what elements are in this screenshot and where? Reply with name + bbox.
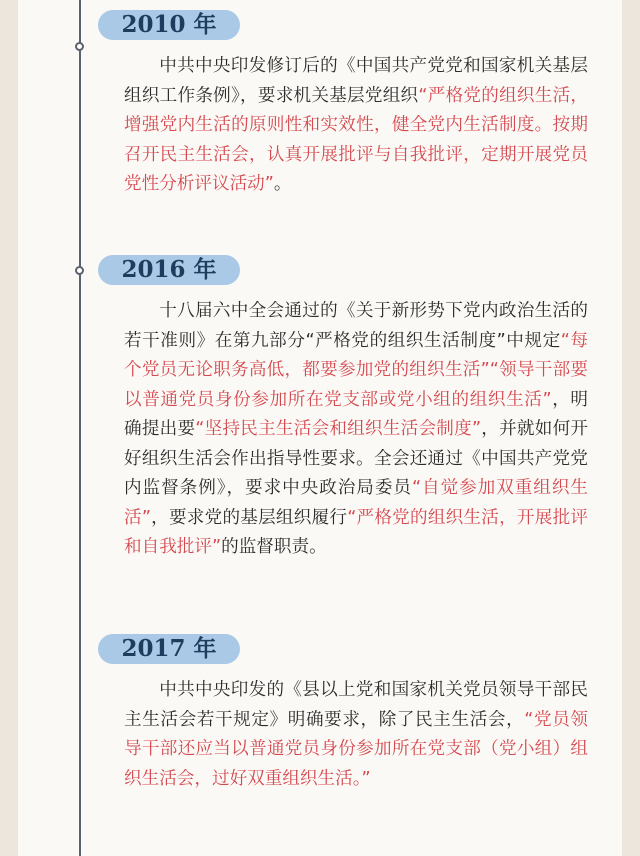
text-segment: ，并就如何开好组织生活会作出指导性要求。全会还通过《中国共产党党内监督条例》，要求中央政治局委员 [124, 419, 588, 498]
text-segment: ，明确提出要 [124, 389, 588, 439]
text-segment: 。 [273, 174, 292, 194]
text-segment: 中共中央印发的《县以上党和国家机关党员领导干部民主生活会若干规定》明确要求，除了民主生活会， [124, 680, 588, 730]
year-badge-2016: 2016 年 [98, 255, 240, 285]
timeline-line [79, 0, 81, 856]
text-segment: 十八届六中全会通过的《关于新形势下党内政治生活的若干准则》在第九部分“严格党的组织生活制度”中规定 [124, 301, 588, 351]
entry-text-2010 [124, 52, 588, 200]
entry-text-2017 [124, 676, 588, 794]
quote-segment: “党员领导干部还应当以普通党员身份参加所在党支部（党小组）组织生活会，过好双重组织生活。” [124, 709, 588, 789]
timeline-dot-2010 [75, 42, 84, 51]
year-badge-2010: 2010 年 [98, 10, 240, 40]
quote-segment: “自觉参加双重组织生活” [124, 478, 588, 528]
text-segment: ，要求党的基层组织履行 [150, 507, 348, 528]
quote-segment: “坚持民主生活会和组织生活会制度” [195, 419, 482, 439]
entry-text-2016 [124, 297, 588, 563]
quote-segment: “严格党的组织生活，增强党内生活的原则性和实效性，健全党内生活制度。按期召开民主生活会，认真开展批评与自我批评，定期开展党员党性分析评议活动” [124, 85, 588, 194]
text-segment: 中共中央印发修订后的《中国共产党党和国家机关基层组织工作条例》，要求机关基层党组织 [124, 56, 588, 106]
text-segment: 的监督职责。 [221, 537, 327, 557]
quote-segment: “每个党员无论职务高低，都要参加党的组织生活”“领导干部要以普通党员身份参加所在党支部或党小组的组织生活” [124, 330, 588, 410]
quote-segment: “严格党的组织生活，开展批评和自我批评” [124, 507, 588, 557]
year-badge-2017: 2017 年 [98, 634, 240, 664]
timeline-dot-2016 [75, 266, 84, 275]
